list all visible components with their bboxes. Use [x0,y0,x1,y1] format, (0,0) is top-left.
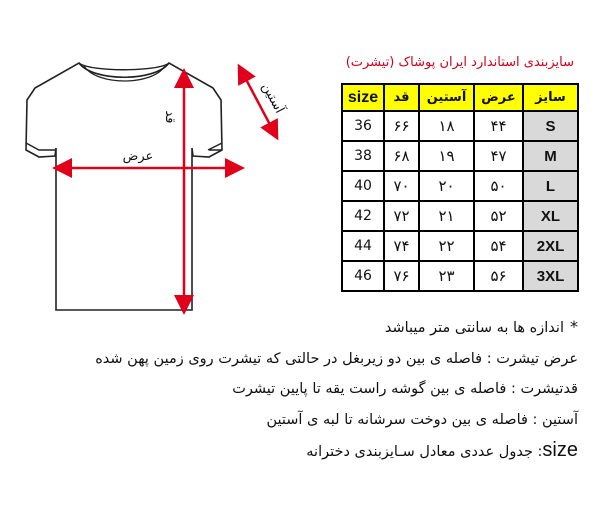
sleeve-cell: ۲۳ [419,261,474,291]
numeric-size-cell: 46 [342,261,384,291]
sleeve-cell: ۲۱ [419,201,474,231]
sleeve-label: آستین [258,80,287,116]
table-header-row [342,84,578,111]
header-numeric-size: size [342,84,384,111]
notes-section [18,312,578,468]
tshirt-collar [79,63,169,70]
length-cell: ۷۰ [384,171,419,201]
size-cell: L [523,171,578,201]
size-table-title: سایزبندی استاندارد ایران پوشاک (تیشرت) [345,55,574,70]
sleeve-cell: ۱۹ [419,141,474,171]
tshirt-diagram [0,0,330,330]
right-cuff [208,143,222,150]
size-table [341,83,579,292]
header-width: عرض [474,84,523,111]
sleeve-cell: ۱۸ [419,111,474,141]
numeric-size-cell: 42 [342,201,384,231]
width-cell: ۵۶ [474,261,523,291]
length-note: قدتیشرت : فاصله ی بین گوشه راست یقه تا پایین تیشرت [232,381,578,397]
width-note: عرض تیشرت : فاصله ی بین دو زیربغل در حالتی که تیشرت روی زمین پهن شده [95,350,578,367]
table-row [342,261,578,291]
numeric-size-cell: 40 [342,171,384,201]
width-cell: ۵۲ [474,201,523,231]
size-note-text: : جدول عددی معادل سـایزبندی دخترانه [306,444,543,460]
header-length: قد [384,84,419,111]
table-row [342,201,578,231]
numeric-size-cell: 44 [342,231,384,261]
sleeve-cell: ۲۰ [419,171,474,201]
size-cell: XL [523,201,578,231]
size-cell: S [523,111,578,141]
table-row [342,141,578,171]
size-note [18,435,578,468]
length-cell: ۶۸ [384,141,419,171]
width-label: عرض [122,149,154,164]
numeric-size-cell: 36 [342,111,384,141]
size-cell: 3XL [523,261,578,291]
length-cell: ۶۶ [384,111,419,141]
tshirt-outline [26,63,222,310]
unit-note [18,312,578,344]
left-cuff [26,143,55,150]
length-cell: ۷۴ [384,231,419,261]
table-row [342,231,578,261]
size-cell: M [523,141,578,171]
sleeve-note: آستین : فاصله ی بین دوخت سرشانه تا لبه ی آستین [266,411,578,428]
length-cell: ۷۶ [384,261,419,291]
table-row [342,111,578,141]
asterisk-icon: * [570,317,578,336]
width-cell: ۴۴ [474,111,523,141]
table-row [342,171,578,201]
unit-note-text: اندازه ها به سانتی متر میباشد [384,320,564,336]
header-size: سایز [523,84,578,111]
width-cell: ۵۰ [474,171,523,201]
length-cell: ۷۲ [384,201,419,231]
length-label: قد [162,110,177,124]
width-cell: ۴۷ [474,141,523,171]
numeric-size-cell: 38 [342,141,384,171]
width-cell: ۵۴ [474,231,523,261]
size-note-keyword: size [542,439,578,461]
header-sleeve: آستین [419,84,474,111]
sleeve-cell: ۲۲ [419,231,474,261]
size-cell: 2XL [523,231,578,261]
